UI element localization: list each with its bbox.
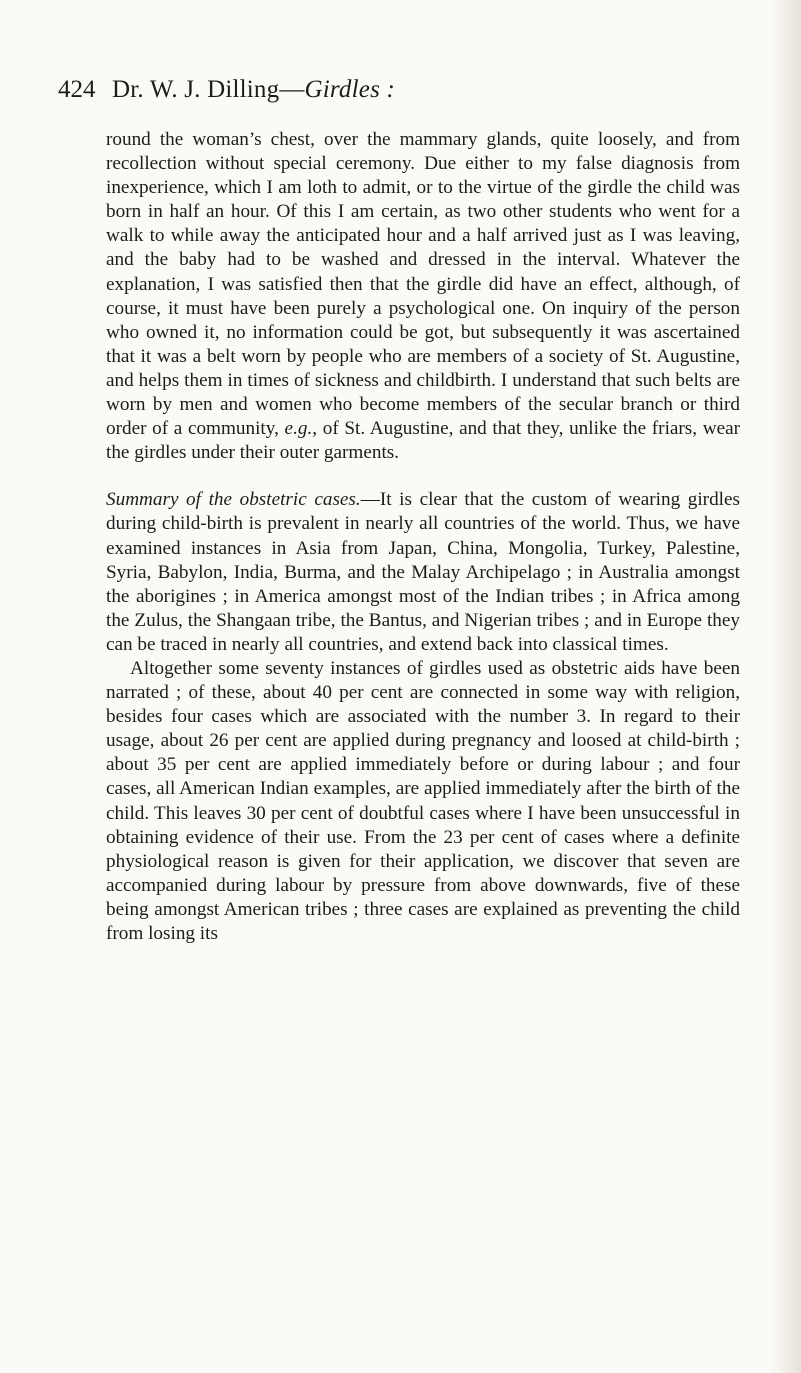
paragraph-text: Altogether some seventy instances of girdles used as obstetric aids have been narrated ; of these, about 40 per cent are connected in some way with religion, besides four cases which are associated with the number 3. In regard to their usage, about 26 per cent are applied during pregnancy and loosed at child-birth ; about 35 per cent are applied immediately before or during labour ; and four cases, all American Indian examples, are applied immediately after the birth of the child. This leaves 30 per cent of doubtful cases where I have been unsuccessful in obtaining evidence of their use. From the 23 per cent of cases where a definite physiological reason is given for their application, we discover that seven are accompanied during labour by pressure from above downwards, five of these being amongst American tribes ; three cases are explained as preventing the child from losing its <box>106 657 740 944</box>
running-head-title: Girdles : <box>304 76 395 103</box>
paragraph-text: —It is clear that the custom of wearing girdles during child-birth is prevalent in nearly all countries of the world. Thus, we have examined instances in Asia from Japan, China, Mongolia, Turkey, Palestine, Syria, Babylon, India, Burma, and the Malay Archipelago ; in Australia amongst the aborigines ; in America amongst most of the Indian tribes ; in Africa among the Zulus, the Shangaan tribe, the Bantus, and Nigerian tribes ; and in Europe they can be traced in nearly all countries, and extend back into classical times. <box>106 489 740 655</box>
paragraph-girdle-anecdote <box>106 128 740 465</box>
paragraph-text: round the woman’s chest, over the mammary glands, quite loosely, and from recollection without special ceremony. Due either to my false diagnosis from inexperience, which I am loth to admit, or to the virtue of the girdle the child was born in half an hour. Of this I am certain, as two other students who went for a walk to while away the anticipated hour and a half arrived just as I was leaving, and the baby had to be washed and dressed in the interval. Whatever the explanation, I was satisfied then that the girdle did have an effect, although, of course, it must have been purely a psychological one. On inquiry of the person who owned it, no information could be got, but subsequently it was ascertained that it was a belt worn by people who are members of a society of St. Augustine, and helps them in times of sickness and childbirth. I understand that such belts are worn by men and women who become members of the secular branch or third order of a community, <box>106 129 740 440</box>
running-head <box>112 76 395 104</box>
running-head-author: Dr. W. J. Dilling <box>112 76 280 103</box>
paragraph-text-end: of St. Augustine, and that they, unlike the friars, wear the girdles under their outer garments. <box>106 418 741 464</box>
abbreviation-eg: e.g., <box>284 418 318 440</box>
body-text <box>106 128 740 946</box>
paragraph-statistics <box>106 657 740 946</box>
page-edge-shadow <box>771 0 801 1373</box>
section-heading-summary: Summary of the obstetric cases. <box>106 489 361 511</box>
running-head-separator: — <box>279 76 305 103</box>
page-header <box>58 76 758 112</box>
paragraph-summary <box>106 488 740 657</box>
page-number: 424 <box>58 76 96 103</box>
